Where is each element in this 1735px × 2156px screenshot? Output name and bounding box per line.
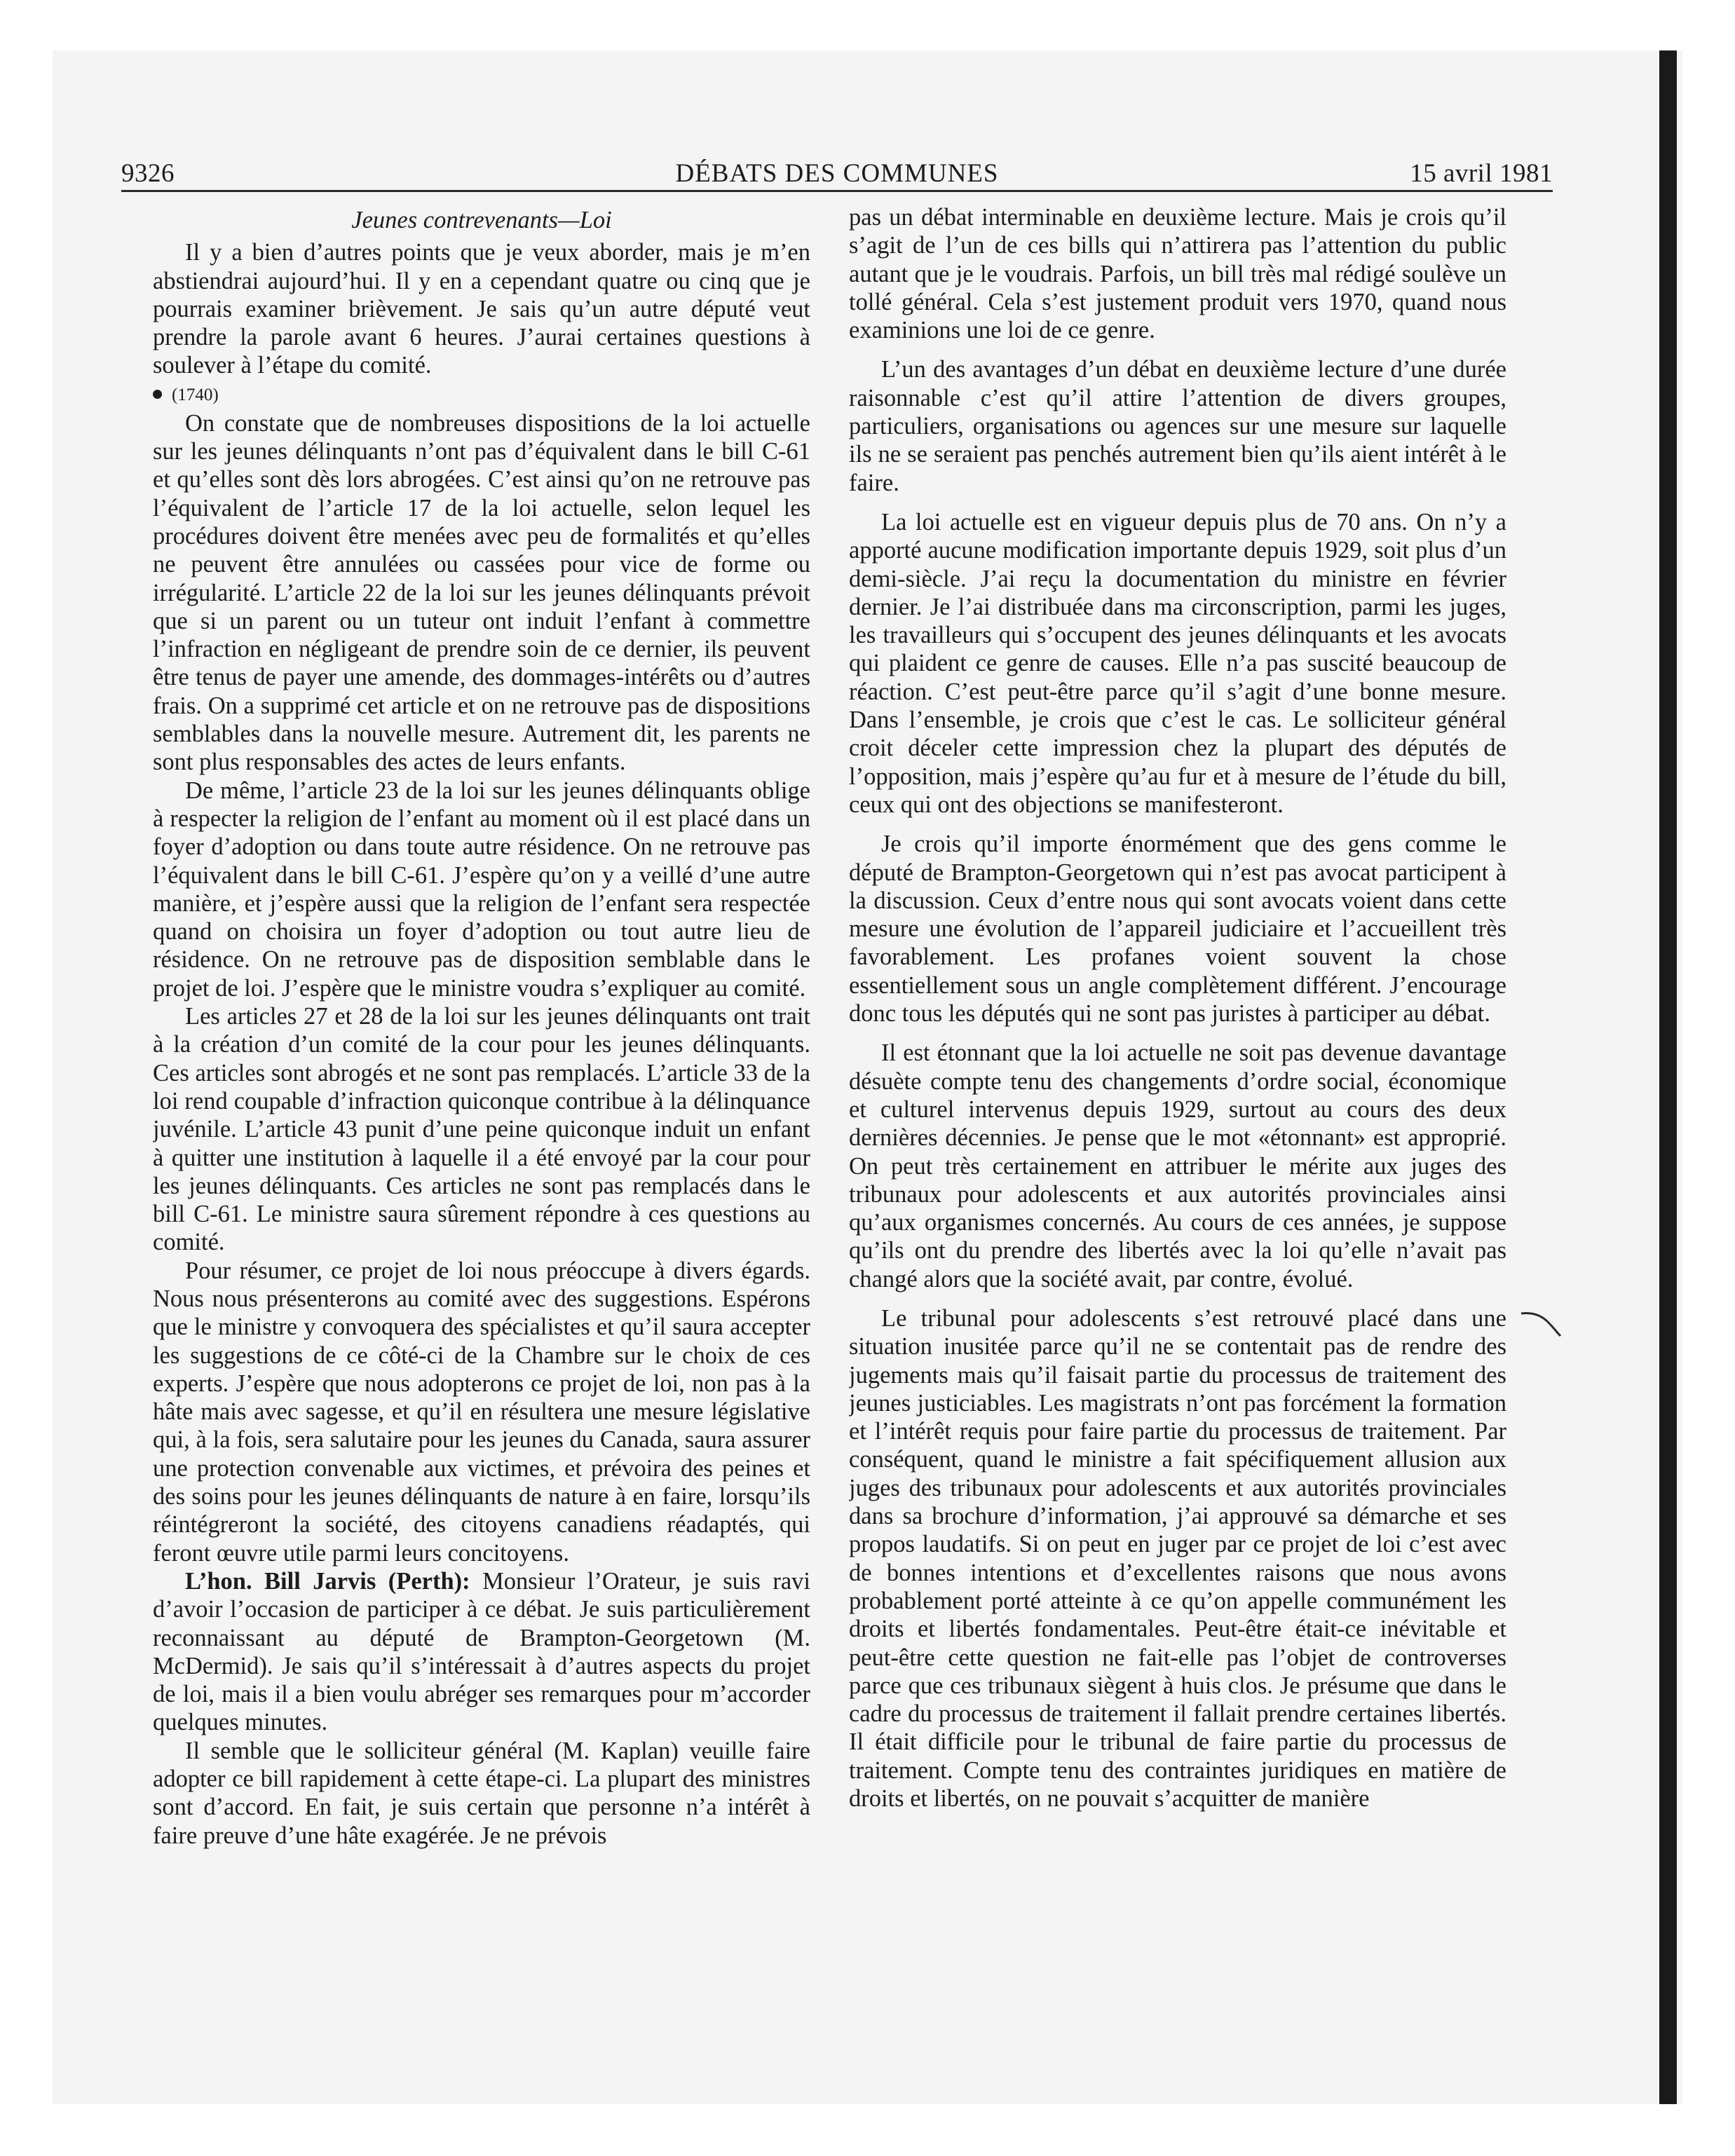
paragraph: De même, l’article 23 de la loi sur les jeunes délinquants oblige à respecter la religion de l’enfant au moment où il est placé dans un foyer d’adoption ou dans toute autre résidence. On ne retrouve pas l’équivalent dans le bill C-61. J’espère qu’on y a veillé d’une autre manière, et j’espère aussi que la religion de l’enfant sera respectée quand on choisira un foyer d’adoption ou tout autre lieu de résidence. On ne retrouve pas de disposition semblable dans le projet de loi. J’espère que le ministre voudra s’expliquer au comité. [153,777,810,1002]
header-rule [121,190,1553,192]
scan-edge-bar [1659,50,1677,2104]
left-column [153,203,810,2068]
paragraph: On constate que de nombreuses dispositions de la loi actuelle sur les jeunes délinquants n’ont pas d’équivalent dans le bill C-61 et qu’elles sont dès lors abrogées. C’est ainsi qu’on ne retrouve pas l’équivalent de l’article 17 de la loi actuelle, selon lequel les procédures doivent être menées avec peu de formalités et qu’elles ne peuvent être annulées ou cassées pour vice de forme ou irrégularité. L’article 22 de la loi sur les jeunes délinquants prévoit que si un parent ou un tuteur ont induit l’enfant à commettre l’infraction en négligeant de prendre soin de ce dernier, ils peuvent être tenus de payer une amende, des dommages-intérêts ou d’autres frais. On a supprimé cet article et on ne retrouve pas de dispositions semblables dans la nouvelle mesure. Autrement dit, les parents ne sont plus responsables des actes de leurs enfants. [153,409,810,776]
paragraph: La loi actuelle est en vigueur depuis plus de 70 ans. On n’y a apporté aucune modification importante depuis 1929, soit plus d’un demi-siècle. J’ai reçu la documentation du ministre en février dernier. Je l’ai distribuée dans ma circonscription, parmi les juges, les travailleurs qui s’occupent des jeunes délinquants et les avocats qui plaident ce genre de causes. Elle n’a pas suscité beaucoup de réaction. C’est peut-être parce qu’il s’agit d’une bonne mesure. Dans l’ensemble, je crois que c’est le cas. Le solliciteur général croit déceler cette impression chez la plupart des députés de l’opposition, mais j’espère qu’au fur et à mesure de l’étude du bill, ceux qui ont des objections se manifesteront. [849,508,1506,818]
section-title: Jeunes contrevenants—Loi [351,207,612,233]
paragraph: Je crois qu’il importe énormément que des gens comme le député de Brampton-Georgetown qui n’est pas avocat participent à la discussion. Ceux d’entre nous qui sont avocats voient dans cette mesure une évolution de l’appareil judiciaire et l’accueillent très favorablement. Les profanes voient souvent la chose essentiellement sous un angle complètement différent. J’encourage donc tous les députés qui ne sont pas juristes à participer au débat. [849,831,1506,1028]
bullet-icon [153,390,162,399]
page-header [121,156,1553,192]
paragraph: Il semble que le solliciteur général (M. Kaplan) veuille faire adopter ce bill rapidement à cette étape-ci. La plupart des ministres sont d’accord. En fait, je suis certain que personne n’a intérêt à faire preuve d’une hâte exagérée. Je ne prévois [153,1737,810,1849]
paragraph: Les articles 27 et 28 de la loi sur les jeunes délinquants ont trait à la création d’un comité de la cour pour les jeunes délinquants. Ces articles sont abrogés et ne sont pas remplacés. L’article 33 de la loi rend coupable d’infraction quiconque contribue à la délinquance juvénile. L’article 43 punit d’une peine quiconque induit un enfant à quitter une institution à laquelle il a été envoyé par la cour pour les jeunes délinquants. Ces articles ne sont pas remplacés dans le bill C-61. Le ministre saura sûrement répondre à ces questions au comité. [153,1003,810,1256]
paragraph: Le tribunal pour adolescents s’est retrouvé placé dans une situation inusitée parce qu’il ne se contentait pas de rendre des jugements mais qu’il faisait partie du processus de traitement des jeunes justiciables. Les magistrats n’ont pas forcément la formation et l’intérêt requis pour faire partie du processus de traitement. Par conséquent, quand le ministre a fait spécifiquement allusion aux juges des tribunaux pour adolescents et aux autorités provinciales dans sa brochure d’information, j’ai approuvé sa démarche et ses propos laudatifs. Si on peut en juger par ce projet de loi c’est avec de bonnes intentions et d’excellentes raisons que nous avons probablement porté atteinte à ce qu’on appelle communément les droits et libertés fondamentales. Peut-être était-ce inévitable et peut-être cette question ne fait-elle pas l’objet de controverses parce que ces tribunaux siègent à huis clos. Je présume que dans le cadre du processus de traitement il fallait prendre certaines libertés. Il était difficile pour le tribunal de faire partie du processus de traitement. Compte tenu des contraintes juridiques en matière de droits et libertés, on ne pouvait s’acquitter de manière [849,1304,1506,1813]
paragraph: Il est étonnant que la loi actuelle ne soit pas devenue davantage désuète compte tenu des changements d’ordre social, économique et culturel intervenus depuis 1929, surtout au cours des deux dernières décennies. Je pense que le mot «étonnant» est approprié. On peut très certainement en attribuer le mérite aux juges des tribunaux pour adolescents et aux autorités provinciales ainsi qu’aux organismes concernés. Au cours de ces années, je suppose qu’ils ont du prendre des libertés avec la loi qu’elle n’avait pas changé alors que la société avait, par contre, évolué. [849,1039,1506,1292]
right-column [849,203,1506,2068]
speech-text: Monsieur l’Orateur, je suis ravi d’avoir l’occasion de participer à ce débat. Je suis particulièrement reconnaissant au député de Brampton-Georgetown (M. McDermid). Je sais qu’il s’intéressait à d’autres aspects du projet de loi, mais il a bien voulu abréger ses remarques pour m’accorder quelques minutes. [153,1567,810,1736]
paragraph: Il y a bien d’autres points que je veux aborder, mais je m’en abstiendrai aujourd’hui. Il y en a cependant quatre ou cinq que je pourrais examiner brièvement. Je sais qu’un autre député veut prendre la parole avant 6 heures. J’aurai certaines questions à soulever à l’étape du comité. [153,239,810,379]
header-date: 15 avril 1981 [1410,159,1553,188]
paragraph: L’un des avantages d’un débat en deuxième lecture d’une durée raisonnable c’est qu’il attire l’attention de divers groupes, particuliers, organisations ou agences sur une mesure sur laquelle ils ne se seraient pas penchés autrement bien qu’ils aient intérêt à le faire. [849,356,1506,496]
journal-title: DÉBATS DES COMMUNES [675,159,999,188]
time-marker [153,381,810,409]
page-number: 9326 [121,159,175,188]
paragraph-continued: pas un débat interminable en deuxième lecture. Mais je crois qu’il s’agit de l’un de ces bills qui n’attirera pas l’attention du public autant que je le voudrais. Parfois, un bill très mal rédigé soulève un tollé général. Cela s’est justement produit vers 1970, quand nous examinions une loi de ce genre. [849,204,1506,344]
speaker-name: L’hon. Bill Jarvis (Perth): [185,1567,470,1595]
paragraph: Pour résumer, ce projet de loi nous préoccupe à divers égards. Nous nous présenterons au comité avec des suggestions. Espérons que le ministre y convoquera des spécialistes et qu’il saura accepter les suggestions de ce côté-ci de la Chambre sur le choix de ces experts. J’espère que nous adopterons ce projet de loi, non pas à la hâte mais avec sagesse, et qu’il en résultera une mesure législative qui, à la fois, sera salutaire pour les jeunes du Canada, saura assurer une protection convenable aux victimes, et prévoira des peines et des soins pour les jeunes délinquants de nature à en faire, lorsqu’ils réintégreront la société, des citoyens canadiens réadaptés, qui feront œuvre utile parmi leurs concitoyens. [153,1257,810,1567]
pen-mark-icon [1520,1304,1562,1339]
time-marker-text: (1740) [172,385,219,404]
speech-paragraph [153,1567,810,1737]
